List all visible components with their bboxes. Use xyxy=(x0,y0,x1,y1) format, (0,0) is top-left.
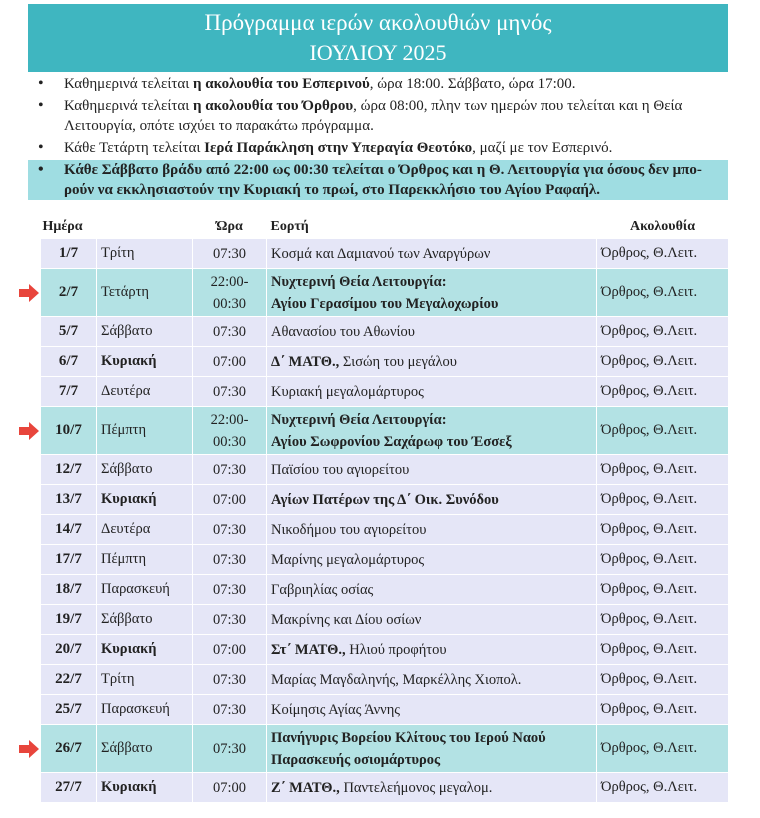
cell-service: Όρθρος, Θ.Λειτ. xyxy=(597,485,729,515)
feast-text: Μακρίνης και Δίου οσίων xyxy=(271,611,422,628)
cell-time xyxy=(193,407,267,455)
cell-date: 5/7 xyxy=(41,317,97,347)
note-saturday-night: • Κάθε Σάββατο βράδυ από 22:00 ως 00:30 τελείται ο Όρθρος και η Θ. Λειτουργία για όσους δεν μπο-ρούν να εκκλησιαστούν την Κυριακή το πρωί, στο Παρεκκλήσιο του Αγίου Ραφαήλ. xyxy=(28,160,728,200)
feast-bold: Δ΄ ΜΑΤΘ., xyxy=(271,353,340,370)
cell-date: 27/7 xyxy=(41,773,97,803)
cell-service: Όρθρος, Θ.Λειτ. xyxy=(597,515,729,545)
table-row xyxy=(41,377,729,407)
time-line: 07:30 xyxy=(212,740,247,757)
cell-feast xyxy=(267,347,597,377)
page-subtitle: ΙΟΥΛΙΟΥ 2025 xyxy=(309,40,447,65)
table-row xyxy=(41,515,729,545)
cell-day: Πέμπτη xyxy=(97,407,193,455)
cell-service: Όρθρος, Θ.Λειτ. xyxy=(597,317,729,347)
cell-service: Όρθρος, Θ.Λειτ. xyxy=(597,575,729,605)
cell-date: 14/7 xyxy=(41,515,97,545)
red-arrow-icon xyxy=(18,283,40,303)
table-row xyxy=(41,407,729,455)
cell-date: 12/7 xyxy=(41,455,97,485)
cell-day: Σάββατο xyxy=(97,605,193,635)
cell-service: Όρθρος, Θ.Λειτ. xyxy=(597,269,729,317)
feast-bold-line2: Αγίου Γερασίμου του Μεγαλοχωρίου xyxy=(271,295,499,312)
cell-feast xyxy=(267,485,597,515)
table-row xyxy=(41,605,729,635)
time-line: 22:00- xyxy=(210,411,249,428)
cell-time xyxy=(193,725,267,773)
feast-bold-line2: Παρασκευής οσιομάρτυρος xyxy=(271,751,441,768)
table-row xyxy=(41,725,729,773)
cell-time xyxy=(193,377,267,407)
time-line: 07:00 xyxy=(212,779,247,796)
cell-day: Σάββατο xyxy=(97,725,193,773)
cell-date: 17/7 xyxy=(41,545,97,575)
feast-bold: Πανήγυρις Βορείου Κλίτους του Ιερού Ναού xyxy=(271,729,546,746)
cell-feast xyxy=(267,239,597,269)
table-row xyxy=(41,773,729,803)
cell-day: Δευτέρα xyxy=(97,377,193,407)
header-time: Ώρα xyxy=(216,219,243,234)
page-header xyxy=(28,4,728,72)
time-line: 07:30 xyxy=(212,671,247,688)
table-row xyxy=(41,665,729,695)
note-matins: • Καθημερινά τελείται η ακολουθία του Όρθρου, ώρα 08:00, πλην των ημερών που τελείται και η Θεία Λειτουργία, οπότε ισχύει το παρακάτω πρόγραμμα. xyxy=(28,96,728,136)
cell-service: Όρθρος, Θ.Λειτ. xyxy=(597,773,729,803)
cell-time xyxy=(193,455,267,485)
feast-text: Κοίμησις Αγίας Άννης xyxy=(271,701,401,718)
table-row xyxy=(41,239,729,269)
cell-time xyxy=(193,347,267,377)
cell-feast xyxy=(267,665,597,695)
time-line: 07:30 xyxy=(212,551,247,568)
feast-text: Ηλιού προφήτου xyxy=(345,641,447,658)
cell-time xyxy=(193,695,267,725)
feast-bold: Νυχτερινή Θεία Λειτουργία: xyxy=(271,411,447,428)
time-line: 22:00- xyxy=(210,273,249,290)
table-row xyxy=(41,347,729,377)
feast-text: Αθανασίου του Αθωνίου xyxy=(271,323,415,340)
table-row xyxy=(41,695,729,725)
table-row xyxy=(41,269,729,317)
time-line: 00:30 xyxy=(212,433,247,450)
feast-text: Σισώη του μεγάλου xyxy=(339,353,457,370)
feast-text: Νικοδήμου του αγιορείτου xyxy=(271,521,427,538)
cell-day: Σάββατο xyxy=(97,455,193,485)
cell-service: Όρθρος, Θ.Λειτ. xyxy=(597,407,729,455)
cell-feast xyxy=(267,515,597,545)
cell-time xyxy=(193,239,267,269)
time-line: 07:30 xyxy=(212,521,247,538)
cell-feast xyxy=(267,725,597,773)
cell-day: Κυριακή xyxy=(97,773,193,803)
header-date: Ημέρα xyxy=(42,219,83,234)
cell-date: 20/7 xyxy=(41,635,97,665)
cell-feast xyxy=(267,545,597,575)
cell-day: Δευτέρα xyxy=(97,515,193,545)
cell-day: Τρίτη xyxy=(97,665,193,695)
note-vespers: • Καθημερινά τελείται η ακολουθία του Εσπερινού, ώρα 18:00. Σάββατο, ώρα 17:00. xyxy=(28,74,728,94)
cell-day: Κυριακή xyxy=(97,485,193,515)
cell-day: Κυριακή xyxy=(97,347,193,377)
cell-service: Όρθρος, Θ.Λειτ. xyxy=(597,347,729,377)
cell-time xyxy=(193,575,267,605)
cell-feast xyxy=(267,605,597,635)
cell-date: 10/7 xyxy=(41,407,97,455)
cell-service: Όρθρος, Θ.Λειτ. xyxy=(597,545,729,575)
cell-date: 1/7 xyxy=(41,239,97,269)
cell-time xyxy=(193,317,267,347)
feast-text: Γαβριηλίας οσίας xyxy=(271,581,374,598)
cell-feast xyxy=(267,317,597,347)
cell-time xyxy=(193,485,267,515)
feast-text: Κοσμά και Δαμιανού των Αναργύρων xyxy=(271,245,491,262)
cell-time xyxy=(193,773,267,803)
cell-day: Κυριακή xyxy=(97,635,193,665)
feast-bold-line2: Αγίου Σωφρονίου Σαχάρωφ του Έσσεξ xyxy=(271,433,512,450)
cell-feast xyxy=(267,773,597,803)
cell-service: Όρθρος, Θ.Λειτ. xyxy=(597,239,729,269)
table-row xyxy=(41,575,729,605)
feast-bold: Στ΄ ΜΑΤΘ., xyxy=(271,641,346,658)
red-arrow-icon xyxy=(18,421,40,441)
feast-bold: Αγίων Πατέρων της Δ΄ Οικ. Συνόδου xyxy=(271,491,499,508)
cell-date: 25/7 xyxy=(41,695,97,725)
note-paraklesis: • Κάθε Τετάρτη τελείται Ιερά Παράκληση στην Υπεραγία Θεοτόκο, μαζί με τον Εσπερινό. xyxy=(28,138,728,158)
cell-day: Σάββατο xyxy=(97,317,193,347)
cell-day: Παρασκευή xyxy=(97,695,193,725)
cell-time xyxy=(193,269,267,317)
cell-feast xyxy=(267,269,597,317)
cell-feast xyxy=(267,575,597,605)
feast-text: Μαρίας Μαγδαληνής, Μαρκέλλης Χιοπολ. xyxy=(271,671,522,688)
cell-day: Τετάρτη xyxy=(97,269,193,317)
cell-date: 18/7 xyxy=(41,575,97,605)
cell-service: Όρθρος, Θ.Λειτ. xyxy=(597,695,729,725)
time-line: 07:30 xyxy=(212,245,247,262)
cell-service: Όρθρος, Θ.Λειτ. xyxy=(597,665,729,695)
cell-day: Πέμπτη xyxy=(97,545,193,575)
table-row xyxy=(41,317,729,347)
header-service: Ακολουθία xyxy=(629,219,696,234)
cell-date: 6/7 xyxy=(41,347,97,377)
time-line: 07:30 xyxy=(212,323,247,340)
time-line: 07:30 xyxy=(212,581,247,598)
feast-bold: Νυχτερινή Θεία Λειτουργία: xyxy=(271,273,447,290)
time-line: 07:30 xyxy=(212,461,247,478)
cell-service: Όρθρος, Θ.Λειτ. xyxy=(597,725,729,773)
cell-day: Τρίτη xyxy=(97,239,193,269)
cell-service: Όρθρος, Θ.Λειτ. xyxy=(597,605,729,635)
cell-service: Όρθρος, Θ.Λειτ. xyxy=(597,377,729,407)
cell-date: 2/7 xyxy=(41,269,97,317)
table-row xyxy=(41,635,729,665)
time-line: 07:30 xyxy=(212,611,247,628)
cell-service: Όρθρος, Θ.Λειτ. xyxy=(597,455,729,485)
header-feast: Εορτή xyxy=(270,219,309,234)
cell-service: Όρθρος, Θ.Λειτ. xyxy=(597,635,729,665)
cell-time xyxy=(193,665,267,695)
time-line: 00:30 xyxy=(212,295,247,312)
cell-date: 19/7 xyxy=(41,605,97,635)
time-line: 07:30 xyxy=(212,701,247,718)
notes-list xyxy=(28,74,728,202)
feast-bold: Ζ΄ ΜΑΤΘ., xyxy=(271,779,340,796)
cell-feast xyxy=(267,377,597,407)
time-line: 07:00 xyxy=(212,353,247,370)
table-row xyxy=(41,545,729,575)
schedule-table xyxy=(40,216,729,803)
cell-time xyxy=(193,635,267,665)
feast-text: Κυριακή μεγαλομάρτυρος xyxy=(271,383,424,400)
cell-time xyxy=(193,545,267,575)
table-header-row xyxy=(41,216,729,239)
cell-day: Παρασκευή xyxy=(97,575,193,605)
feast-text: Παϊσίου του αγιορείτου xyxy=(271,461,410,478)
cell-feast xyxy=(267,695,597,725)
cell-date: 22/7 xyxy=(41,665,97,695)
cell-feast xyxy=(267,455,597,485)
time-line: 07:30 xyxy=(212,383,247,400)
cell-time xyxy=(193,515,267,545)
table-row xyxy=(41,455,729,485)
cell-date: 7/7 xyxy=(41,377,97,407)
cell-date: 26/7 xyxy=(41,725,97,773)
feast-text: Παντελεήμονος μεγαλομ. xyxy=(339,779,493,796)
cell-feast xyxy=(267,635,597,665)
table-row xyxy=(41,485,729,515)
cell-time xyxy=(193,605,267,635)
page-title: Πρόγραμμα ιερών ακολουθιών μηνός xyxy=(204,10,552,35)
cell-date: 13/7 xyxy=(41,485,97,515)
time-line: 07:00 xyxy=(212,491,247,508)
feast-text: Μαρίνης μεγαλομάρτυρος xyxy=(271,551,425,568)
red-arrow-icon xyxy=(18,739,40,759)
cell-feast xyxy=(267,407,597,455)
time-line: 07:00 xyxy=(212,641,247,658)
